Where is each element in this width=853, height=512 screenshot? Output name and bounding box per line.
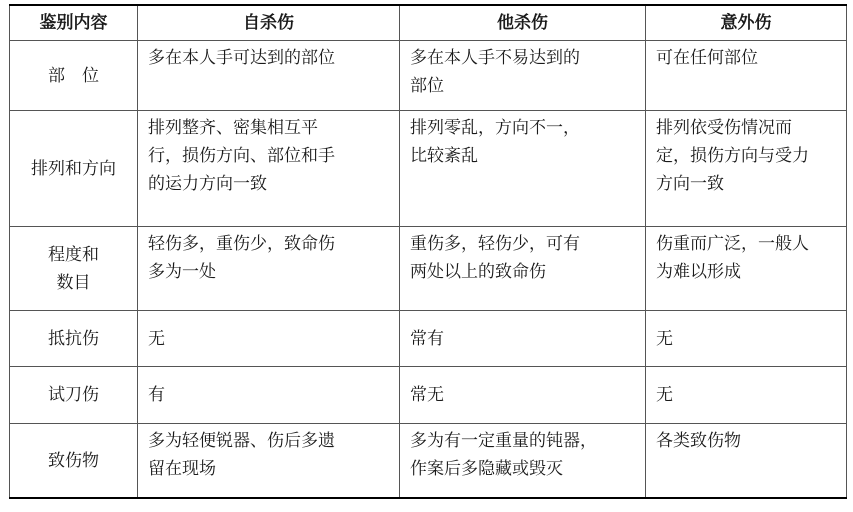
injury-comparison-table <box>9 4 847 499</box>
row-label <box>10 424 138 499</box>
cell-suicide <box>138 41 400 111</box>
cell-text: 常无 <box>410 385 444 405</box>
cell-text: 多在本人手可达到的部位 <box>148 48 335 68</box>
cell-accidental <box>646 41 847 111</box>
cell-homicide <box>400 227 646 311</box>
cell-text: 各类致伤物 <box>656 431 741 451</box>
cell-suicide <box>138 227 400 311</box>
header-suicide-injury: 自杀伤 <box>138 5 400 41</box>
header-homicide-injury: 他杀伤 <box>400 5 646 41</box>
cell-homicide <box>400 111 646 227</box>
cell-text: 排列零乱，方向不一， 比较紊乱 <box>410 118 580 166</box>
row-label-text: 程度和 数目 <box>48 244 99 293</box>
cell-accidental <box>646 227 847 311</box>
table-row <box>10 424 847 499</box>
cell-text: 重伤多，轻伤少，可有 两处以上的致命伤 <box>410 234 580 282</box>
cell-text: 无 <box>148 328 165 349</box>
table-row <box>10 367 847 424</box>
cell-homicide <box>400 424 646 499</box>
cell-accidental <box>646 311 847 367</box>
row-label <box>10 367 138 424</box>
row-label <box>10 111 138 227</box>
table-row <box>10 311 847 367</box>
cell-homicide <box>400 367 646 424</box>
cell-text: 排列依受伤情况而 定，损伤方向与受力 方向一致 <box>656 118 809 194</box>
cell-text: 无 <box>656 328 673 349</box>
header-accidental-injury: 意外伤 <box>646 5 847 41</box>
cell-text: 多为有一定重量的钝器， 作案后多隐藏或毁灭 <box>410 431 597 479</box>
cell-accidental <box>646 111 847 227</box>
cell-text: 伤重而广泛，一般人 为难以形成 <box>656 234 809 282</box>
row-label-text: 部 位 <box>48 65 99 86</box>
cell-text: 轻伤多，重伤少，致命伤 多为一处 <box>148 234 335 282</box>
cell-suicide <box>138 111 400 227</box>
table-row <box>10 111 847 227</box>
cell-text: 排列整齐、密集相互平 行，损伤方向、部位和手 的运力方向一致 <box>148 118 335 194</box>
cell-text: 常有 <box>410 328 444 349</box>
cell-homicide <box>400 311 646 367</box>
row-label-text: 抵抗伤 <box>48 328 99 349</box>
row-label <box>10 227 138 311</box>
table-row <box>10 41 847 111</box>
cell-suicide <box>138 424 400 499</box>
cell-text: 有 <box>148 385 165 405</box>
row-label <box>10 41 138 111</box>
cell-text: 无 <box>656 385 673 405</box>
cell-suicide <box>138 367 400 424</box>
cell-accidental <box>646 367 847 424</box>
cell-text: 多为轻便锐器、伤后多遗 留在现场 <box>148 431 335 479</box>
row-label-text: 致伤物 <box>48 450 99 471</box>
table-row <box>10 227 847 311</box>
cell-text: 可在任何部位 <box>656 48 758 68</box>
cell-homicide <box>400 41 646 111</box>
row-label <box>10 311 138 367</box>
cell-accidental <box>646 424 847 499</box>
cell-text: 多在本人手不易达到的 部位 <box>410 48 580 96</box>
table-header-row <box>10 5 847 41</box>
row-label-text: 排列和方向 <box>31 158 116 179</box>
row-label-text: 试刀伤 <box>48 385 99 405</box>
header-criteria: 鉴别内容 <box>10 5 138 41</box>
cell-suicide <box>138 311 400 367</box>
